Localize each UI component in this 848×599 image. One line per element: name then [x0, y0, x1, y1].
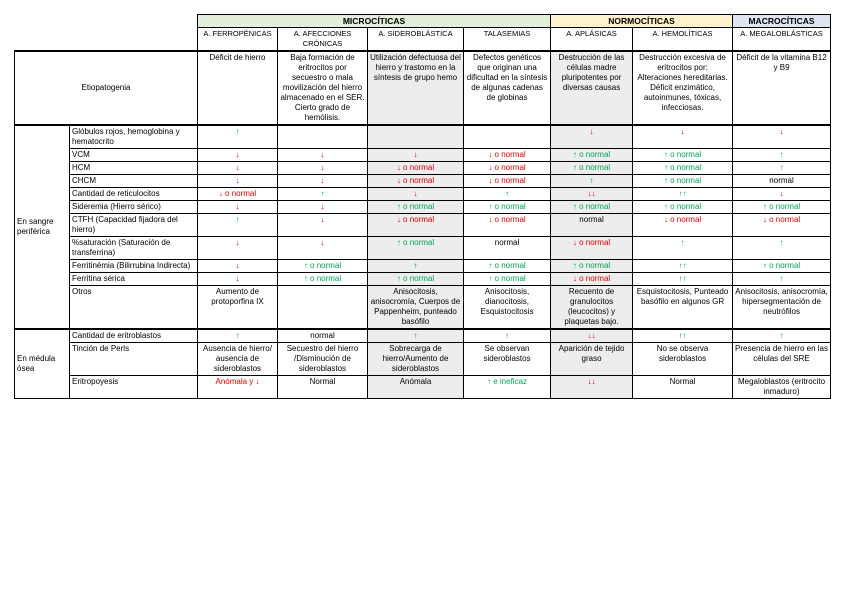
value-cell: Esquistocitosis, Punteado basófilo en algunos GR [633, 286, 733, 330]
value-cell: normal [733, 175, 831, 188]
parameter-label: Eritropoyesis [70, 376, 198, 399]
value-cell: ↑ o normal [733, 201, 831, 214]
empty-corner-2 [15, 28, 198, 52]
value-cell: ↑ [464, 329, 551, 343]
value-cell: ↑ [368, 329, 464, 343]
value-cell: ↑ [551, 175, 633, 188]
group-microciticas: MICROCÍTICAS [198, 15, 551, 28]
value-cell [278, 125, 368, 149]
etiopatogenia-cell: Déficit de la vitamina B12 y B9 [733, 51, 831, 125]
value-cell: ↑ [633, 237, 733, 260]
column-header: A. AFECCIONES CRÓNICAS [278, 28, 368, 52]
value-cell: ↓ [368, 149, 464, 162]
value-cell: ↑ e ineficaz [464, 376, 551, 399]
value-cell: Normal [633, 376, 733, 399]
column-header: TALASEMIAS [464, 28, 551, 52]
value-cell: ↓ o normal [368, 162, 464, 175]
etiopatogenia-cell: Defectos genéticos que originan una dificultad en la síntesis de algunas cadenas de globinas [464, 51, 551, 125]
value-cell: ↑ [278, 188, 368, 201]
value-cell: ↓ o normal [464, 175, 551, 188]
column-header: A. MEGALOBLÁSTICAS [733, 28, 831, 52]
value-cell: ↓ [368, 188, 464, 201]
parameter-label: Tinción de Perls [70, 343, 198, 376]
parameter-label: CTFH (Capacidad fijadora del hierro) [70, 214, 198, 237]
value-cell [368, 125, 464, 149]
value-cell: ↑ [733, 237, 831, 260]
etiopatogenia-cell: Destrucción excesiva de eritrocitos por: Alteraciones hereditarias. Déficit enzimático, autoinmunes, tóxicas, infecciosas. [633, 51, 733, 125]
value-cell: Anisocitosis, anisocromía, hipersegmentación de neutrófilos [733, 286, 831, 330]
value-cell: ↓ [278, 162, 368, 175]
empty-corner [15, 15, 198, 28]
value-cell: ↑ o normal [464, 273, 551, 286]
value-cell: ↓ o normal [464, 214, 551, 237]
value-cell: ↓ [278, 201, 368, 214]
etiopatogenia-cell: Baja formación de eritrocitos por secuestro o mala movilización del hierro almacenado en el SER. Cierto grado de hemólisis. [278, 51, 368, 125]
column-header: A. FERROPÉNICAS [198, 28, 278, 52]
column-header: A. HEMOLÍTICAS [633, 28, 733, 52]
value-cell: ↓ o normal [733, 214, 831, 237]
value-cell: ↑ o normal [551, 201, 633, 214]
value-cell: ↑ [733, 273, 831, 286]
section-sangre: En sangre periférica [15, 125, 70, 329]
value-cell: ↓↓ [551, 376, 633, 399]
value-cell: ↑ [733, 329, 831, 343]
value-cell: Sobrecarga de hierro/Aumento de sideroblastos [368, 343, 464, 376]
column-header: A. SIDEROBLÁSTICA [368, 28, 464, 52]
value-cell: ↑ o normal [464, 260, 551, 273]
value-cell: ↓ o normal [464, 162, 551, 175]
value-cell: normal [278, 329, 368, 343]
anemia-comparison-table [14, 14, 831, 399]
value-cell: ↑ [733, 149, 831, 162]
value-cell: ↑ [733, 162, 831, 175]
value-cell: ↓ [198, 175, 278, 188]
value-cell: ↑ o normal [278, 260, 368, 273]
value-cell: ↓ o normal [368, 175, 464, 188]
value-cell: ↑ o normal [551, 149, 633, 162]
value-cell: ↓ [733, 188, 831, 201]
value-cell: ↑↑ [633, 260, 733, 273]
etiopatogenia-cell: Utilización defectuosa del hierro y trastorno en la síntesis de grupo hemo [368, 51, 464, 125]
parameter-label: VCM [70, 149, 198, 162]
value-cell: No se observa sideroblastos [633, 343, 733, 376]
etiopatogenia-cell: Déficit de hierro [198, 51, 278, 125]
value-cell: Megaloblastos (eritrocito inmaduro) [733, 376, 831, 399]
value-cell: Aparición de tejido graso [551, 343, 633, 376]
value-cell: ↑ o normal [368, 273, 464, 286]
value-cell: ↓ [551, 125, 633, 149]
parameter-label: %saturación (Saturación de transferrina) [70, 237, 198, 260]
value-cell: ↓ [198, 273, 278, 286]
parameter-label: Ferritina sérica [70, 273, 198, 286]
parameter-label: Sideremia (Hierro sérico) [70, 201, 198, 214]
value-cell: ↓ [278, 149, 368, 162]
value-cell: Anómala [368, 376, 464, 399]
value-cell: ↑ o normal [368, 237, 464, 260]
value-cell: normal [551, 214, 633, 237]
value-cell: ↓ [198, 237, 278, 260]
value-cell: Anisocitosis, anisocromía, Cuerpos de Pappenheim, punteado basófilo [368, 286, 464, 330]
value-cell: Se observan sideroblastos [464, 343, 551, 376]
value-cell: ↓ [198, 260, 278, 273]
value-cell: ↑ o normal [633, 149, 733, 162]
value-cell: ↓↓ [551, 329, 633, 343]
parameter-label: HCM [70, 162, 198, 175]
value-cell: ↑ o normal [633, 175, 733, 188]
value-cell: ↑ [464, 188, 551, 201]
value-cell: ↑ o normal [368, 201, 464, 214]
value-cell: ↓ [633, 125, 733, 149]
parameter-label: CHCM [70, 175, 198, 188]
value-cell: ↑ [198, 214, 278, 237]
value-cell: Aumento de protoporfina IX [198, 286, 278, 330]
value-cell: Secuestro del hierro /Disminución de sideroblastos [278, 343, 368, 376]
group-macrociticas: MACROCÍTICAS [733, 15, 831, 28]
value-cell: ↓ [198, 162, 278, 175]
value-cell: ↓ o normal [551, 237, 633, 260]
value-cell: ↓ [733, 125, 831, 149]
value-cell: ↓ o normal [368, 214, 464, 237]
value-cell: ↑ [198, 125, 278, 149]
value-cell: Ausencia de hierro/ ausencia de sideroblastos [198, 343, 278, 376]
value-cell: ↓ o normal [198, 188, 278, 201]
value-cell: ↑↑ [633, 188, 733, 201]
value-cell: ↑ o normal [633, 201, 733, 214]
group-normociticas: NORMOCÍTICAS [551, 15, 733, 28]
value-cell: ↑ o normal [633, 162, 733, 175]
value-cell: ↓ [198, 149, 278, 162]
parameter-label: Glóbulos rojos, hemoglobina y hematocrito [70, 125, 198, 149]
value-cell: ↑ [198, 329, 278, 343]
value-cell: ↓ o normal [464, 149, 551, 162]
value-cell: ↑ o normal [551, 260, 633, 273]
parameter-label: Cantidad de eritroblastos [70, 329, 198, 343]
value-cell: ↓ [198, 201, 278, 214]
value-cell: ↑ o normal [733, 260, 831, 273]
value-cell: Presencia de hierro en las células del SRE [733, 343, 831, 376]
etiopatogenia-cell: Destrucción de las células madre pluripotentes por diversas causas [551, 51, 633, 125]
value-cell: ↑ o normal [464, 201, 551, 214]
value-cell: ↓ o normal [551, 273, 633, 286]
parameter-label: Cantidad de reticulocitos [70, 188, 198, 201]
value-cell: ↑ [368, 260, 464, 273]
parameter-label: Otros [70, 286, 198, 330]
value-cell: ↓↓ [551, 188, 633, 201]
value-cell: Normal [278, 376, 368, 399]
parameter-label: Ferritinémia (Bilirrubina Indirecta) [70, 260, 198, 273]
value-cell: normal [464, 237, 551, 260]
section-medula: En médula ósea [15, 329, 70, 399]
section-etiopatogenia: Etiopatogenia [15, 51, 198, 125]
value-cell: ↑ o normal [278, 273, 368, 286]
value-cell: ↑↑ [633, 273, 733, 286]
column-header: A. APLÁSICAS [551, 28, 633, 52]
value-cell: ↓ [278, 237, 368, 260]
value-cell [464, 125, 551, 149]
value-cell: ↓ [278, 175, 368, 188]
value-cell: ↓ [278, 214, 368, 237]
value-cell: Anisocitosis, dianocitosis, Esquistocitosis [464, 286, 551, 330]
value-cell: ↑ o normal [551, 162, 633, 175]
value-cell [278, 286, 368, 330]
value-cell: Recuento de granulocitos (leucocitos) y plaquetas bajo. [551, 286, 633, 330]
value-cell: ↓ o normal [633, 214, 733, 237]
value-cell: ↑↑ [633, 329, 733, 343]
value-cell: Anómala y ↓ [198, 376, 278, 399]
